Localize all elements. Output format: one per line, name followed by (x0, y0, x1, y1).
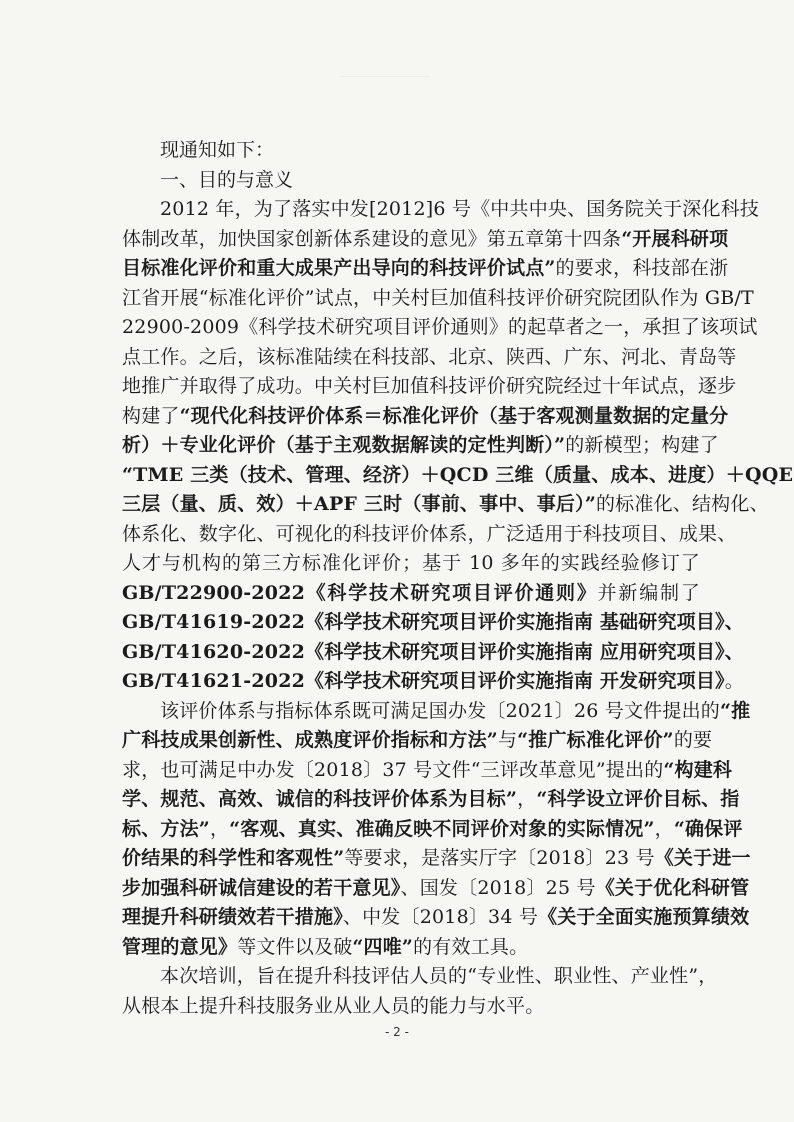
text-line: 点工作。之后，该标准陆续在科技部、北京、陕西、广东、河北、青岛等 (122, 345, 737, 368)
scan-artifact (340, 76, 430, 77)
document-body (122, 136, 794, 1021)
text-line: 2012 年，为了落实中发[2012]6 号《中共中央、国务院关于深化科技 (160, 198, 760, 220)
text-line: 管理的意见》等文件以及破“四唯”的有效工具。 (122, 935, 529, 958)
text-line: 从根本上提升科技服务业从业人员的能力与水平。 (122, 994, 545, 1017)
text-line: 标、方法”，“客观、真实、准确反映不同评价对象的实际情况”，“确保评 (122, 817, 743, 840)
text-line: GB/T41619-2022《科学技术研究项目评价实施指南 基础研究项目》、 (122, 611, 744, 633)
paragraph-purpose (122, 195, 794, 697)
intro-line: 现通知如下： (160, 139, 275, 161)
text-line: GB/T41620-2022《科学技术研究项目评价实施指南 应用研究项目》、 (122, 640, 744, 663)
text-line: 价结果的科学性和客观性”等要求，是落实厅字〔2018〕23 号《关于进一 (122, 847, 751, 869)
text-line: 人才与机构的第三方标准化评价；基于 10 多年的实践经验修订了 (122, 552, 700, 574)
text-line: 求，也可满足中办发〔2018〕37 号文件“三评改革意见”提出的“构建科 (122, 758, 733, 781)
text-line: 地推广并取得了成功。中关村巨加值科技评价研究院经过十年试点，逐步 (122, 375, 737, 397)
text-line: 学、规范、高效、诚信的科技评价体系为目标”，“科学设立评价目标、指 (122, 788, 740, 810)
text-line: 三层（量、质、效）＋APF 三时（事前、事中、事后）”的标准化、结构化、 (122, 493, 769, 515)
page-number: - 2 - (385, 1025, 409, 1039)
paragraph-training (122, 962, 718, 1021)
paragraph-evaluation-system (122, 697, 751, 963)
text-line: 构建了“现代化科技评价体系＝标准化评价（基于客观测量数据的定量分 (122, 404, 729, 427)
text-line: GB/T41621-2022《科学技术研究项目评价实施指南 开发研究项目》。 (122, 670, 744, 692)
text-line: 析）＋专业化评价（基于主观数据解读的定性判断）”的新模型；构建了 (122, 434, 719, 456)
section-title: 一、目的与意义 (160, 168, 294, 191)
text-line: 步加强科研诚信建设的若干意见》、国发〔2018〕25 号《关于优化科研管 (122, 876, 750, 899)
text-line: 22900-2009《科学技术研究项目评价通则》的起草者之一，承担了该项试 (122, 316, 758, 338)
text-line: 目标准化评价和重大成果产出导向的科技评价试点”的要求，科技部在浙 (122, 257, 729, 279)
text-line: 体系化、数字化、可视化的科技评价体系，广泛适用于科技项目、成果、 (122, 522, 737, 545)
text-line: 体制改革，加快国家创新体系建设的意见》第五章第十四条“开展科研项 (122, 227, 729, 250)
text-line: 理提升科研绩效若干措施》、中发〔2018〕34 号《关于全面实施预算绩效 (122, 906, 750, 928)
text-line: GB/T22900-2022《科学技术研究项目评价通则》并新编制了 (122, 581, 700, 604)
text-line: “TME 三类（技术、管理、经济）＋QCD 三维（质量、成本、进度）＋QQE (122, 463, 794, 486)
text-line: 广科技成果创新性、成熟度评价指标和方法”与“推广标准化评价”的要 (122, 729, 713, 751)
text-line: 该评价体系与指标体系既可满足国办发〔2021〕26 号文件提出的“推 (160, 699, 751, 722)
text-line: 江省开展“标准化评价”试点，中关村巨加值科技评价研究院团队作为 GB/T (122, 286, 754, 309)
text-line: 本次培训，旨在提升科技评估人员的“专业性、职业性、产业性”， (160, 965, 718, 987)
